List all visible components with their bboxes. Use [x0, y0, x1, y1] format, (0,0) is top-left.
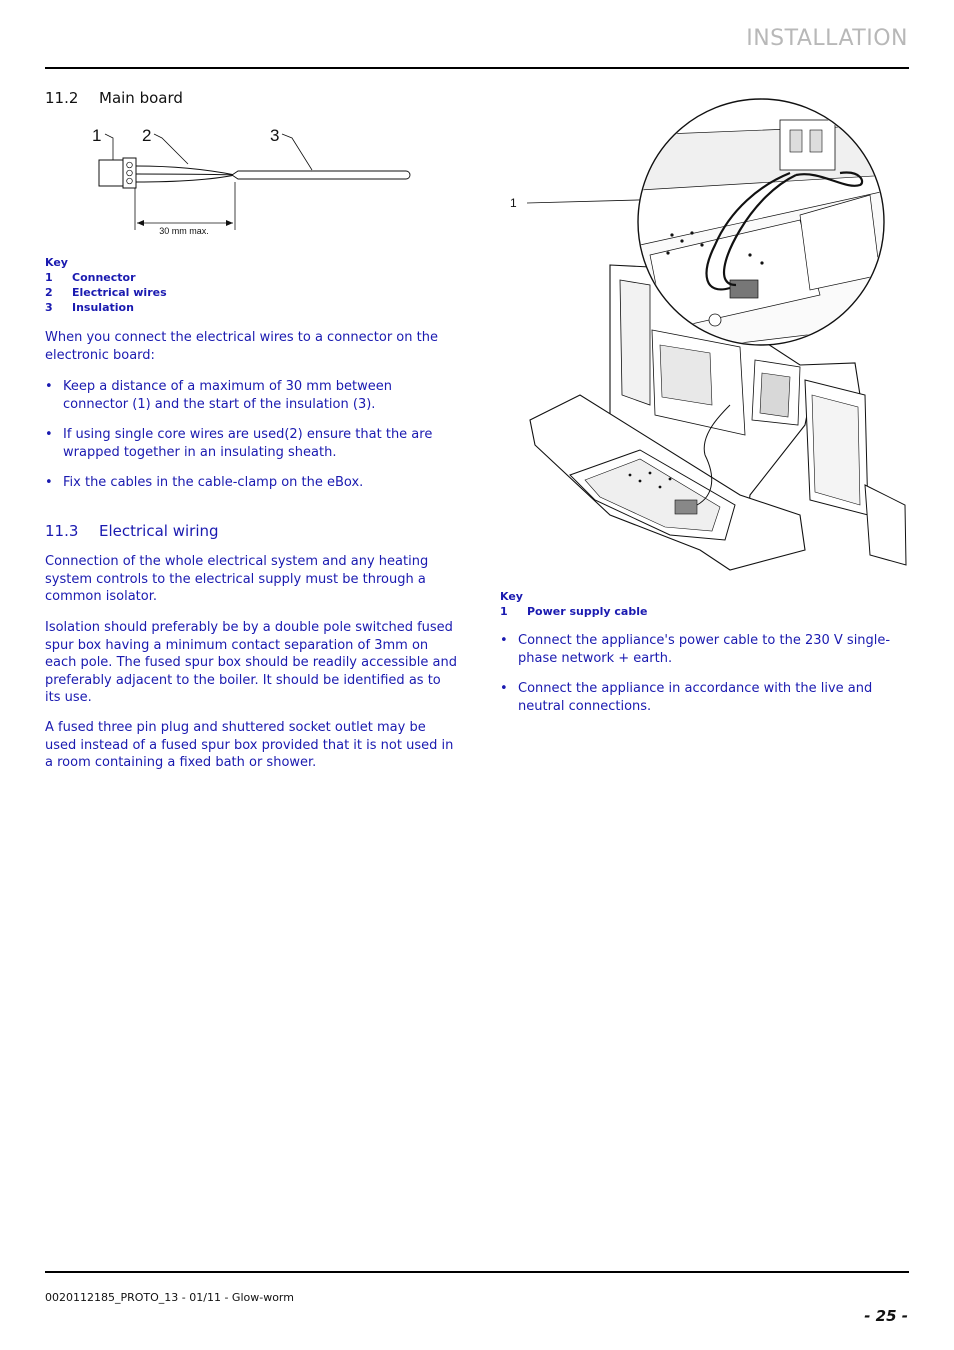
- dimension-label: 30 mm max.: [159, 226, 209, 236]
- section-11-2-bullets: [45, 378, 455, 505]
- section-11-2-number: 11.2: [45, 89, 79, 107]
- key-item: 1 Power supply cable: [500, 605, 648, 618]
- connector-wiring-diagram: [80, 120, 420, 245]
- header-rule: [45, 67, 909, 69]
- figure-callout-1: 1: [510, 196, 517, 210]
- key-item: 3 Insulation: [45, 301, 134, 314]
- section-11-3-heading: [45, 522, 219, 540]
- section-11-3-paragraph-3: A fused three pin plug and shuttered socket outlet may be used instead of a fused spur box provided that it is not used in a room containing a fixed bath or shower.: [45, 720, 454, 770]
- callout-2: 2: [142, 126, 152, 145]
- list-item: • Fix the cables in the cable-clamp on the eBox.: [45, 474, 455, 492]
- page-header-title: INSTALLATION: [746, 26, 908, 51]
- section-11-3-number: 11.3: [45, 522, 79, 540]
- section-11-2-intro: When you connect the electrical wires to a connector on the electronic board:: [45, 330, 438, 363]
- key-item: 1 Connector: [45, 271, 136, 284]
- section-11-3-paragraph-1: Connection of the whole electrical system and any heating system controls to the electrical supply must be through a common isolator.: [45, 554, 429, 604]
- list-item: • Connect the appliance's power cable to the 230 V single-phase network + earth.: [500, 632, 910, 667]
- page-number: - 25 -: [864, 1307, 908, 1325]
- key-11-2: [45, 255, 167, 315]
- list-item: • If using single core wires are used(2) ensure that the are wrapped together in an insulating sheath.: [45, 426, 455, 461]
- key-heading: Key: [45, 256, 68, 269]
- list-item: • Connect the appliance in accordance with the live and neutral connections.: [500, 680, 910, 715]
- footer-document-reference: 0020112185_PROTO_13 - 01/11 - Glow-worm: [45, 1291, 294, 1304]
- key-right: [500, 589, 647, 619]
- section-11-2-heading: [45, 89, 183, 107]
- callout-3: 3: [270, 126, 280, 145]
- section-11-3-title: Electrical wiring: [99, 522, 219, 540]
- list-item: • Keep a distance of a maximum of 30 mm between connector (1) and the start of the insulation (3).: [45, 378, 455, 413]
- right-column-bullets: [500, 632, 910, 728]
- section-11-3-paragraph-2: Isolation should preferably be by a double pole switched fused spur box having a minimum contact separation of 3mm on each pole. The fused spur box should be readily accessible and preferably adjacent to the boiler. It should be identified as to its use.: [45, 620, 457, 705]
- key-item: 2 Electrical wires: [45, 286, 167, 299]
- footer-rule: [45, 1271, 909, 1273]
- key-heading: Key: [500, 590, 523, 603]
- section-11-2-title: Main board: [99, 89, 183, 107]
- callout-1: 1: [92, 126, 102, 145]
- power-supply-cable-illustration: [500, 95, 910, 573]
